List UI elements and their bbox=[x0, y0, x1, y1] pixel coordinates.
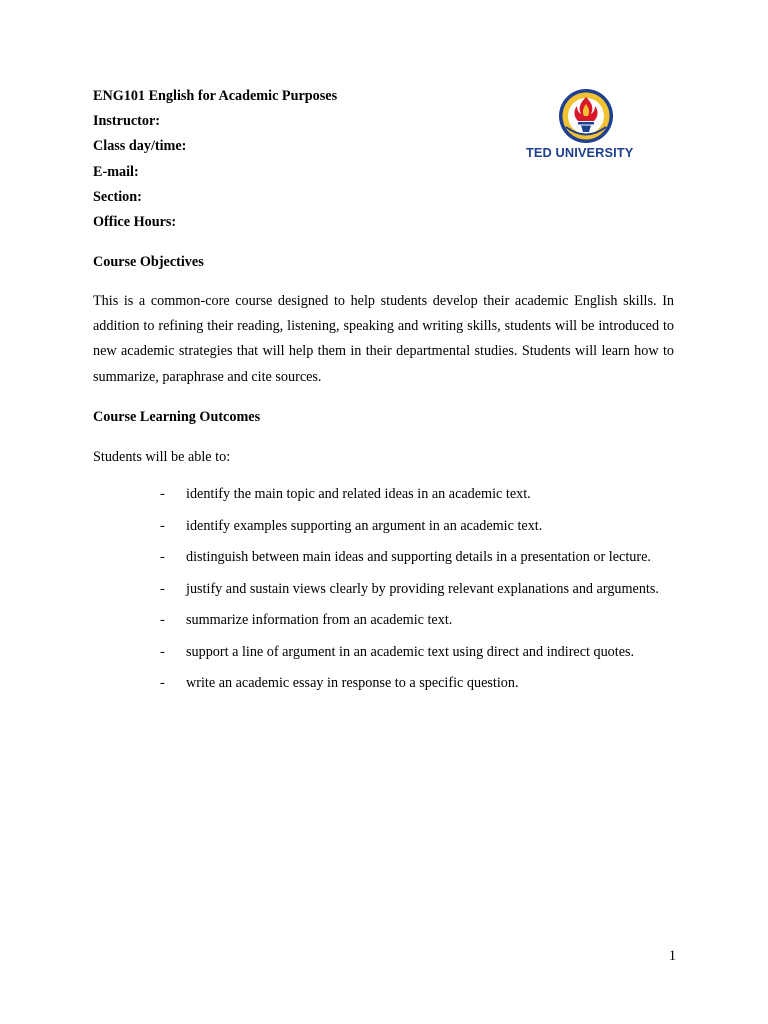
university-logo bbox=[520, 85, 640, 165]
bullet-dash: - bbox=[160, 643, 165, 660]
instructor-label: Instructor: bbox=[93, 113, 160, 130]
bullet-dash: - bbox=[160, 612, 165, 628]
objectives-paragraph bbox=[93, 289, 674, 390]
outcome-text: summarize information from an academic text. bbox=[186, 612, 453, 628]
list-item bbox=[160, 675, 674, 692]
outcome-text: justify and sustain views clearly by providing relevant explanations and arguments. bbox=[186, 580, 659, 597]
bullet-dash: - bbox=[160, 580, 165, 597]
office-hours-label: Office Hours: bbox=[93, 213, 177, 230]
objectives-line: be introduced to new academic strategies that will help them in their departmental studies. bbox=[93, 318, 674, 360]
objectives-line: Students will learn how to summarize, paraphrase and cite sources. bbox=[93, 343, 674, 385]
bullet-dash: - bbox=[160, 486, 165, 502]
outcomes-heading: Course Learning Outcomes bbox=[93, 409, 261, 425]
page-number: 1 bbox=[668, 948, 676, 964]
objectives-heading: Course Objectives bbox=[93, 254, 204, 270]
outcome-text: distinguish between main ideas and supporting details in a presentation or lecture. bbox=[186, 549, 651, 565]
bullet-dash: - bbox=[160, 549, 165, 565]
outcome-text: identify examples supporting an argument in an academic text. bbox=[186, 517, 543, 534]
outcome-text: support a line of argument in an academic text using direct and indirect quotes. bbox=[186, 643, 635, 660]
outcome-text: write an academic essay in response to a specific question. bbox=[186, 675, 519, 691]
list-item bbox=[160, 581, 674, 598]
objectives-line: skills. In addition to refining their reading, listening, speaking and writing skills, students will bbox=[93, 293, 675, 335]
list-item bbox=[160, 612, 674, 629]
outcomes-list bbox=[160, 486, 674, 707]
list-item bbox=[160, 644, 674, 661]
outcome-text: identify the main topic and related ideas in an academic text. bbox=[186, 486, 531, 502]
bullet-dash: - bbox=[160, 517, 165, 534]
course-header bbox=[93, 86, 453, 237]
email-label: E-mail: bbox=[93, 163, 139, 180]
list-item bbox=[160, 486, 674, 503]
course-title: ENG101 English for Academic Purposes bbox=[93, 88, 338, 104]
outcomes-intro: Students will be able to: bbox=[93, 449, 231, 465]
university-name: TED UNIVERSITY bbox=[526, 145, 634, 160]
objectives-line: This is a common-core course designed to help students develop their academic English bbox=[93, 293, 618, 309]
list-item bbox=[160, 549, 674, 566]
section-label: Section: bbox=[93, 188, 142, 205]
list-item bbox=[160, 518, 674, 535]
torch-flame-emblem-icon bbox=[556, 87, 616, 145]
bullet-dash: - bbox=[160, 675, 165, 691]
class-time-label: Class day/time: bbox=[93, 138, 187, 155]
